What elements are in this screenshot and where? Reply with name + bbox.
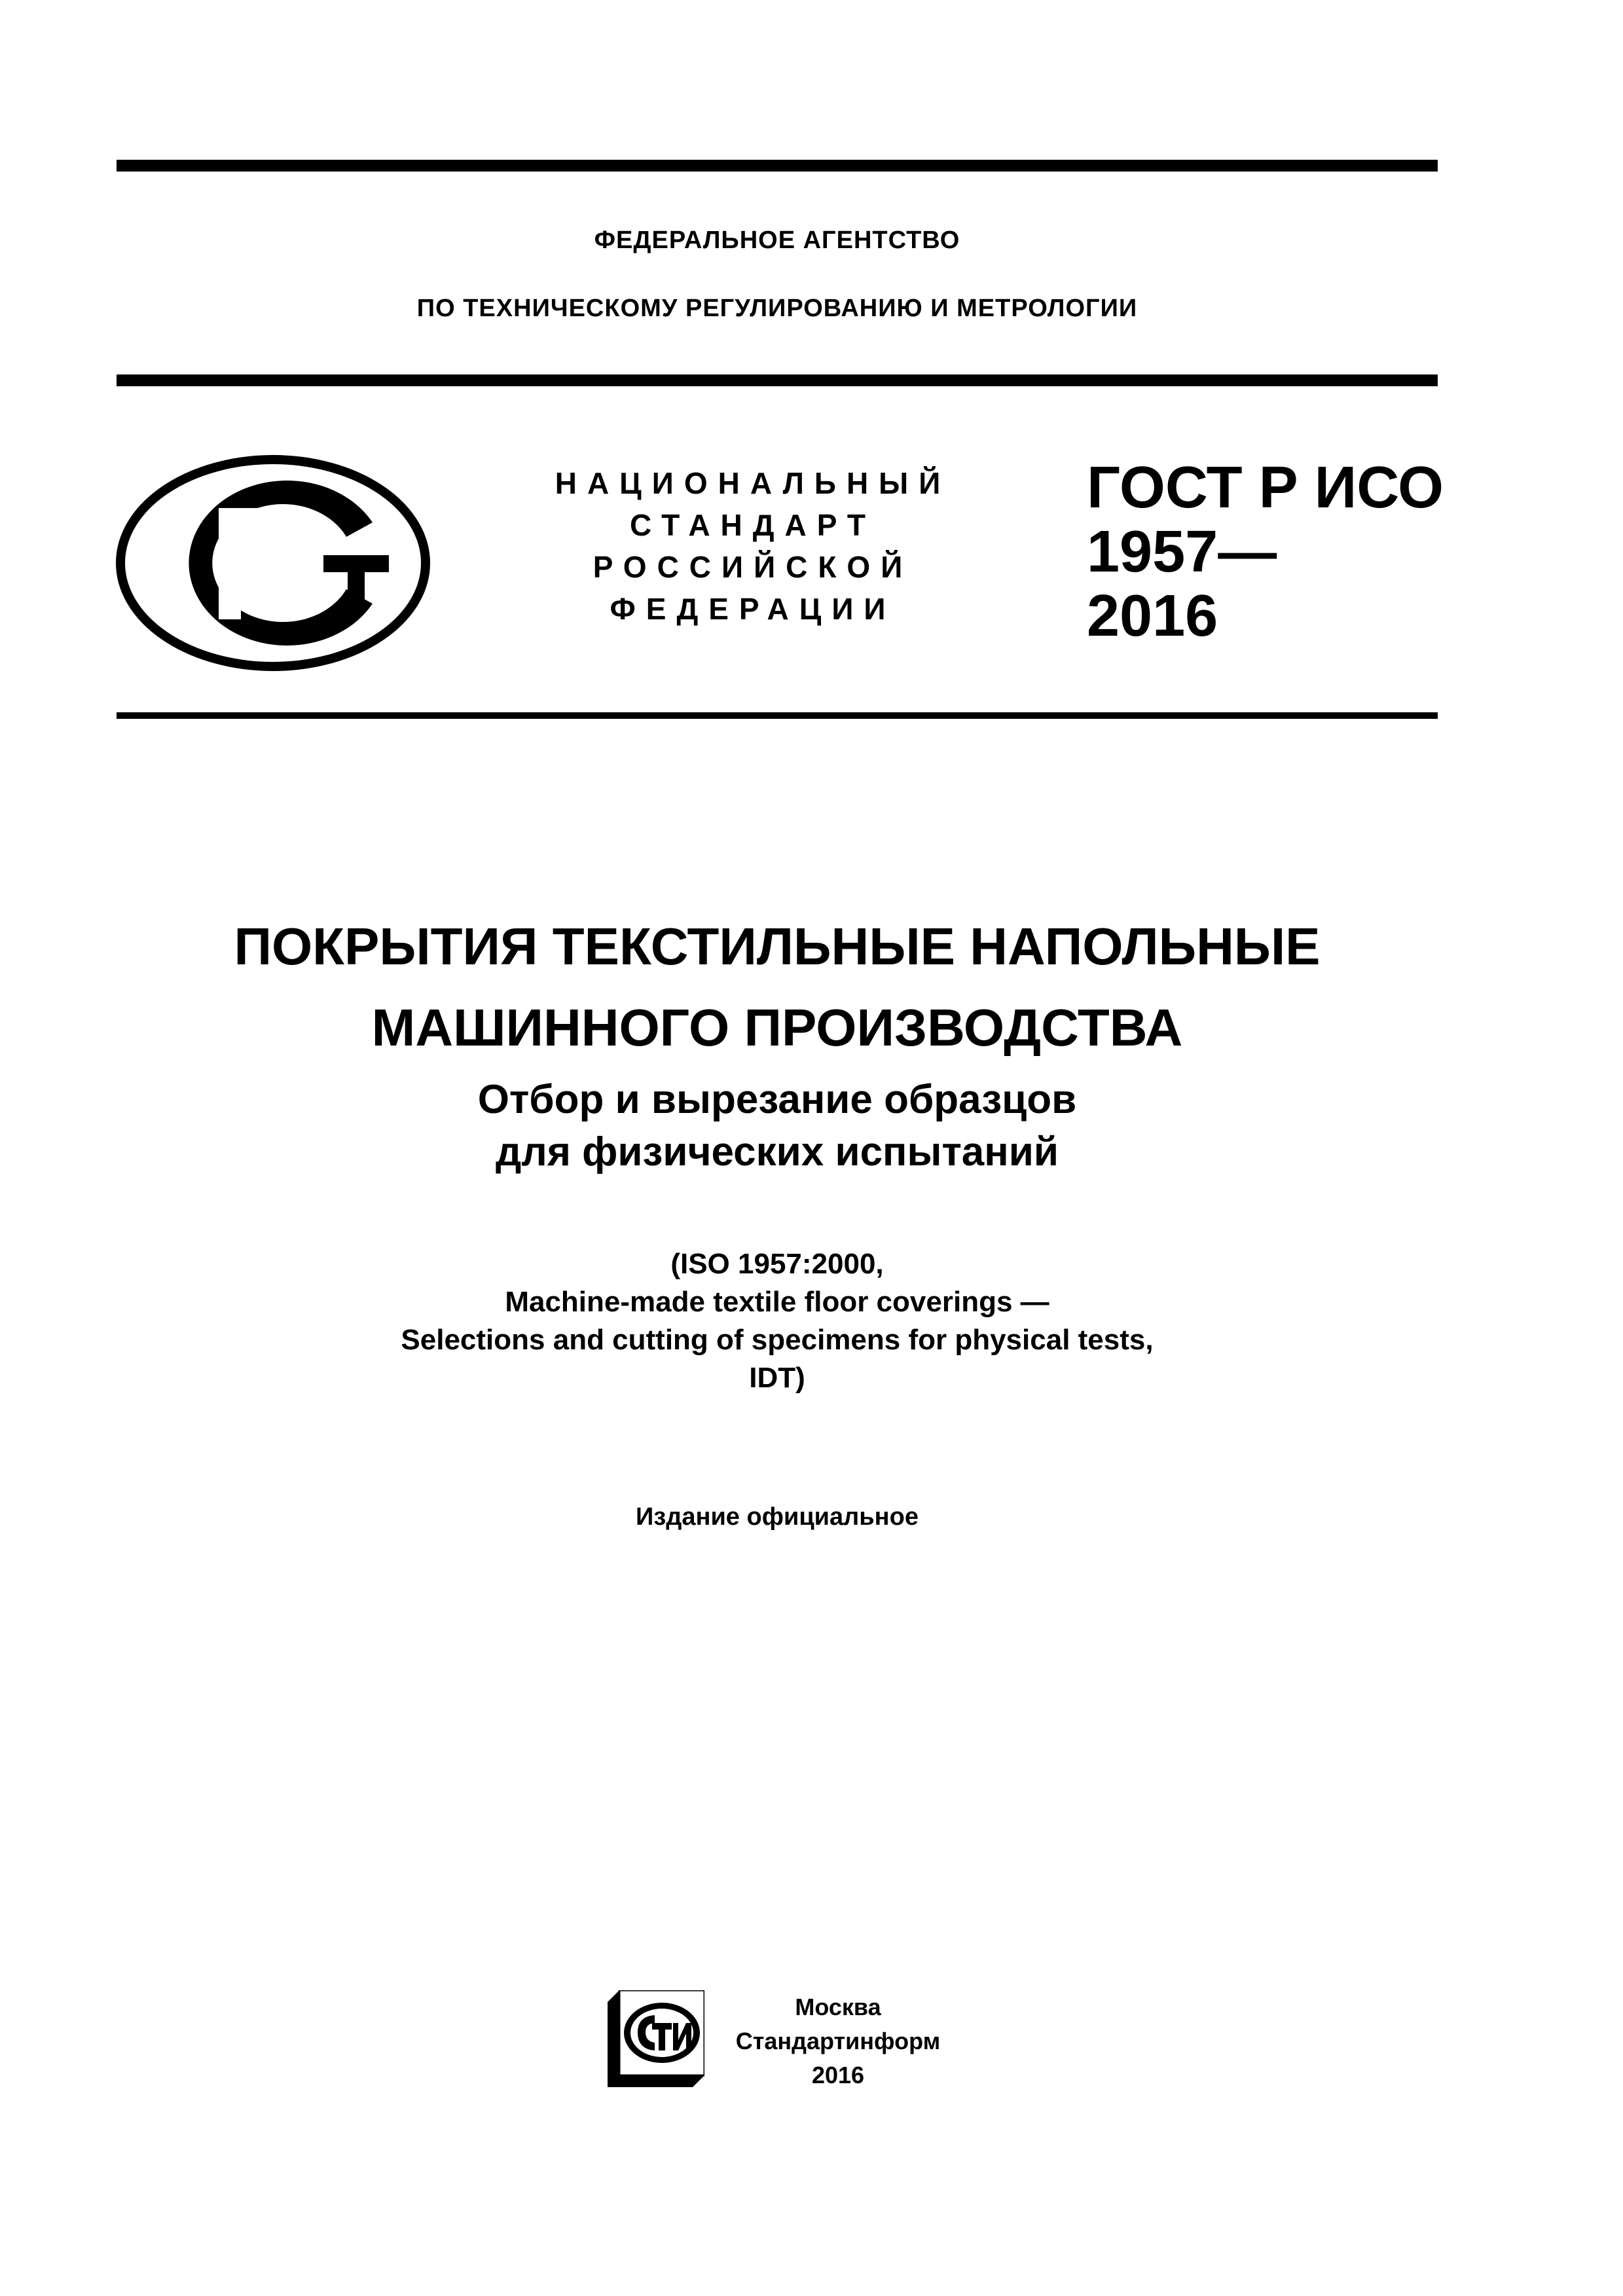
standartinform-logo-icon [608, 1990, 704, 2087]
lower-rule [117, 712, 1438, 719]
subtitle-line-1: Отбор и вырезание образцов [477, 1077, 1077, 1122]
iso-reference-line-3: Selections and cutting of specimens for physical tests, [401, 1324, 1154, 1356]
document-title [117, 906, 1438, 1068]
iso-reference-line-1: (ISO 1957:2000, [670, 1248, 884, 1280]
standard-type-line-3: РОССИЙСКОЙ [593, 550, 913, 584]
middle-rule [117, 374, 1438, 386]
top-rule [117, 160, 1438, 172]
standard-type-line-2: СТАНДАРТ [630, 508, 876, 542]
title-line-1: ПОКРЫТИЯ ТЕКСТИЛЬНЫЕ НАПОЛЬНЫЕ [234, 917, 1321, 975]
designation-line-1: ГОСТ Р ИСО [1087, 455, 1444, 520]
standard-type-line-4: ФЕДЕРАЦИИ [610, 592, 896, 626]
publisher-city: Москва [795, 1994, 881, 2020]
iso-reference [117, 1245, 1438, 1397]
agency-line-1: ФЕДЕРАЛЬНОЕ АГЕНТСТВО [594, 227, 960, 254]
publisher-year: 2016 [811, 2062, 865, 2088]
publisher-name: Стандартинформ [735, 2028, 941, 2054]
designation-line-3: 2016 [1087, 583, 1218, 649]
edition-label: Издание официальное [636, 1503, 919, 1531]
document-subtitle [117, 1074, 1438, 1178]
designation-line-2: 1957— [1087, 519, 1277, 585]
subtitle-line-2: для физических испытаний [496, 1129, 1059, 1175]
national-standard-label [524, 462, 982, 630]
agency-line-2: ПО ТЕХНИЧЕСКОМУ РЕГУЛИРОВАНИЮ И МЕТРОЛОГИИ [416, 295, 1138, 322]
iso-reference-line-4: IDT) [749, 1362, 805, 1394]
rst-emblem-icon [114, 452, 432, 674]
publisher-block [727, 1990, 949, 2092]
iso-reference-line-2: Machine-made textile floor coverings — [505, 1286, 1049, 1318]
standard-type-line-1: НАЦИОНАЛЬНЫЙ [555, 466, 951, 500]
title-line-2: МАШИННОГО ПРОИЗВОДСТВА [371, 998, 1183, 1057]
standard-designation [1087, 456, 1444, 648]
